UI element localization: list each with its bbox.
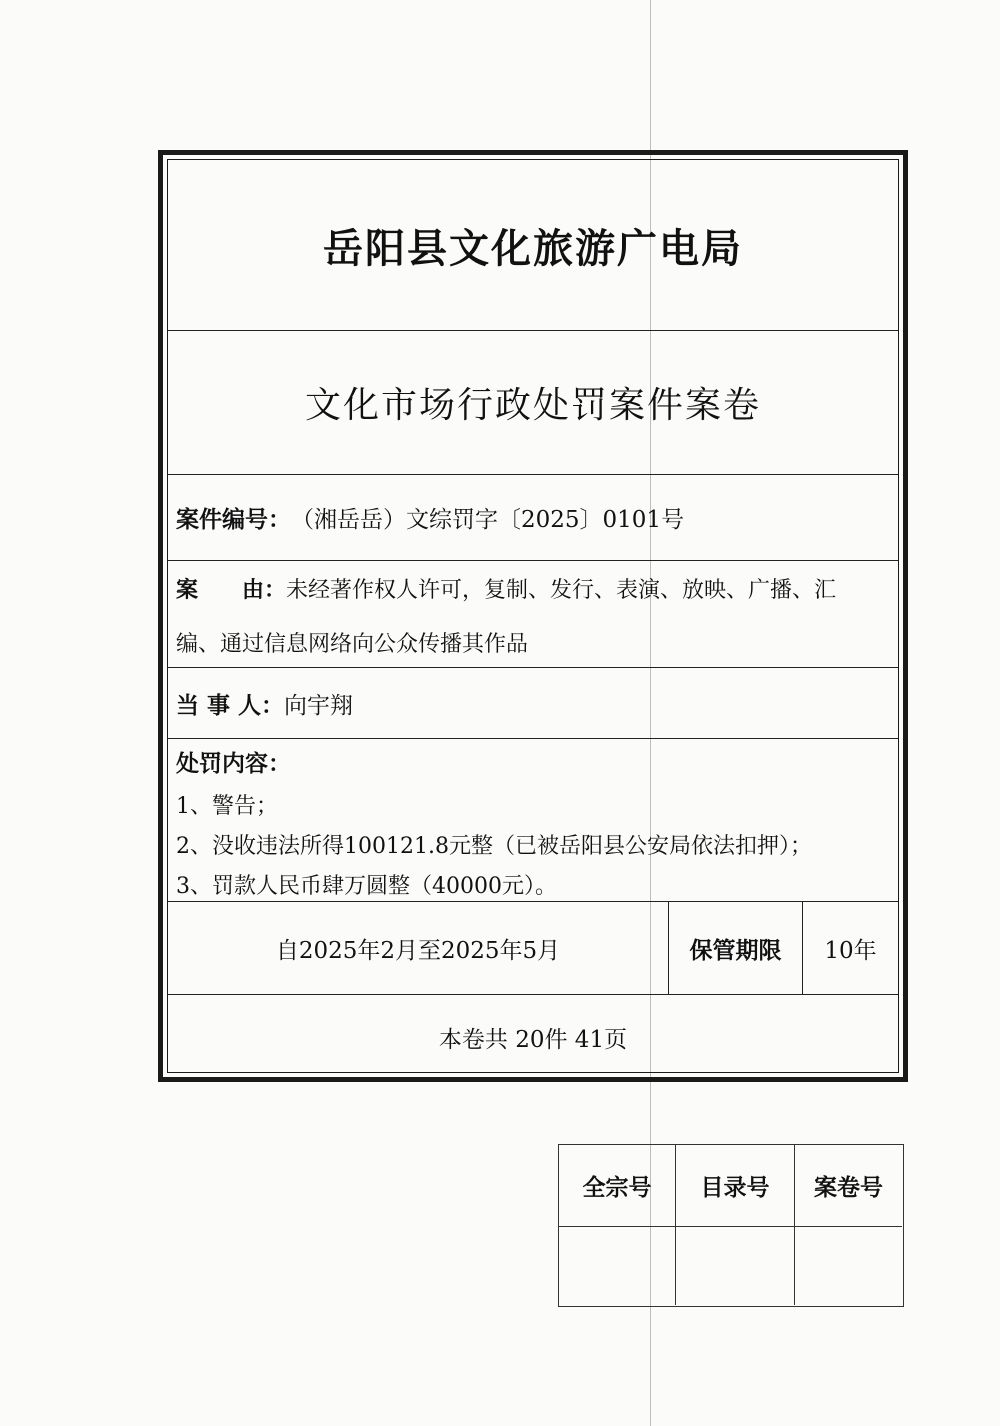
reason-line-2: 编、通过信息网络向公众传播其作品 — [176, 632, 529, 657]
file-number-value — [795, 1227, 902, 1305]
party-row — [168, 668, 898, 739]
agency-row — [168, 160, 898, 331]
file-number-header: 案卷号 — [795, 1145, 902, 1227]
party-name: 向宇翔 — [284, 692, 354, 719]
retention-value: 10年 — [824, 937, 877, 964]
period-row — [168, 902, 898, 995]
total-row — [168, 995, 898, 1080]
catalog-number-value — [676, 1227, 795, 1305]
period-dates: 自2025年2月至2025年5月 — [168, 902, 669, 994]
file-title: 文化市场行政处罚案件案卷 — [304, 385, 761, 426]
reason-line-1: 未经著作权人许可，复制、发行、表演、放映、广播、汇 — [286, 578, 837, 603]
penalty-label: 处罚内容： — [176, 750, 291, 777]
case-number-label: 案件编号： — [176, 506, 291, 533]
catalog-number-header: 目录号 — [676, 1145, 795, 1227]
case-file-cover — [158, 150, 908, 1082]
volume-total: 本卷共 20件 41页 — [438, 1027, 628, 1053]
penalty-row — [168, 739, 898, 902]
case-number: （湘岳岳）文综罚字〔2025〕0101号 — [291, 507, 685, 533]
penalty-item: 1、警告； — [176, 794, 278, 819]
agency-name: 岳阳县文化旅游广电局 — [323, 224, 743, 272]
penalty-item: 2、没收违法所得100121.8元整（已被岳阳县公安局依法扣押）； — [176, 834, 812, 859]
fonds-number-header: 全宗号 — [559, 1145, 676, 1227]
retention-label: 保管期限 — [669, 902, 803, 994]
case-number-row — [168, 475, 898, 561]
party-label: 当 事 人： — [176, 691, 285, 719]
title-row — [168, 331, 898, 475]
reason-label: 案 由： — [176, 577, 287, 603]
penalty-item: 3、罚款人民币肆万圆整（40000元）。 — [176, 874, 557, 899]
archive-number-table — [558, 1144, 904, 1307]
fonds-number-value — [559, 1227, 676, 1305]
case-reason-row — [168, 561, 898, 668]
cover-inner-frame — [167, 159, 899, 1073]
